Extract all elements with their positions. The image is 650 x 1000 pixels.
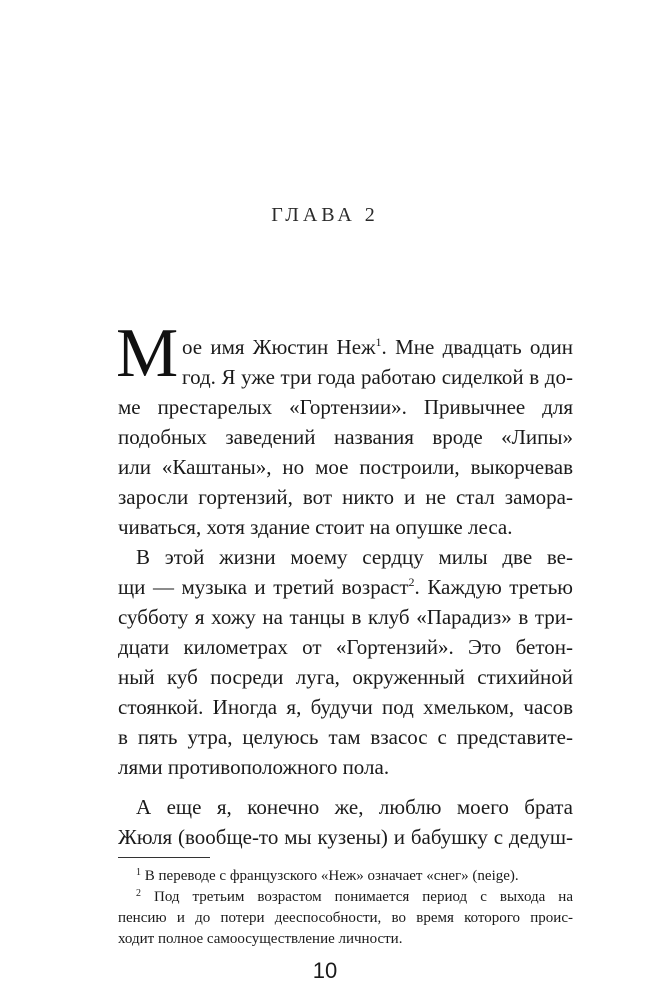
para2-line-1: В этой жизни моему сердцу милы две ве- [136,545,573,569]
footnote-2-line-1 [136,887,573,908]
footnote-2-line-3: ходит полное самоосуществление личности. [118,931,403,947]
footnote-1-number: 1 [136,867,141,878]
para2-line-7: в пять утра, целуюсь там взасос с представите- [118,725,573,749]
para2-line2-end: . Каждую третью [414,575,573,599]
para2-line-5: ный куб посреди луга, окруженный стихийной [118,665,573,689]
footnote-ref-1: 1 [375,335,382,349]
para2-line2-start: щи — музыка и третий возраст [118,575,409,599]
para2-line-3: субботу я хожу на танцы в клуб «Парадиз» в три- [118,605,573,629]
footnote-2-number: 2 [136,888,141,899]
para1-line-6: заросли гортензий, вот никто и не стал замора- [118,485,573,509]
drop-cap: М [116,315,179,392]
para2-line-4: дцати километрах от «Гортензий». Это бетон- [118,635,573,659]
para2-line-8: лями противоположного пола. [118,755,390,779]
footnote-rule [118,857,210,858]
para1-line-1 [182,332,573,362]
footnote-ref-2: 2 [408,575,415,589]
para3-line-1: А еще я, конечно же, люблю моего брата [136,795,573,819]
para1-line-3: ме престарелых «Гортензии». Привычнее для [118,395,573,419]
para1-first-end: . Мне двадцать один [381,335,573,359]
para1-line-4: подобных заведений названия вроде «Липы» [118,425,573,449]
page-number: 10 [312,958,338,983]
chapter-title: ГЛАВА 2 [271,204,379,226]
para2-line-2 [118,572,573,602]
para1-line-2: год. Я уже три года работаю сиделкой в до- [182,365,573,389]
footnote-1 [136,866,573,887]
para3-line-2: Жюля (вообще-то мы кузены) и бабушку с дедуш- [118,825,573,849]
para1-first-start: ое имя Жюстин Неж [182,335,376,359]
footnote-2-text-1: Под третьим возрастом понимается период с выхода на [154,889,573,905]
footnote-1-text: В переводе с французского «Неж» означает «снег» (neige). [144,868,519,884]
footnote-2-line-2: пенсию и до потери дееспособности, во время которого проис- [118,910,573,926]
para1-line-5: или «Каштаны», но мое построили, выкорчевав [118,455,573,479]
para1-line-7: чиваться, хотя здание стоит на опушке леса. [118,515,513,539]
para2-line-6: стоянкой. Иногда я, будучи под хмельком, часов [118,695,573,719]
